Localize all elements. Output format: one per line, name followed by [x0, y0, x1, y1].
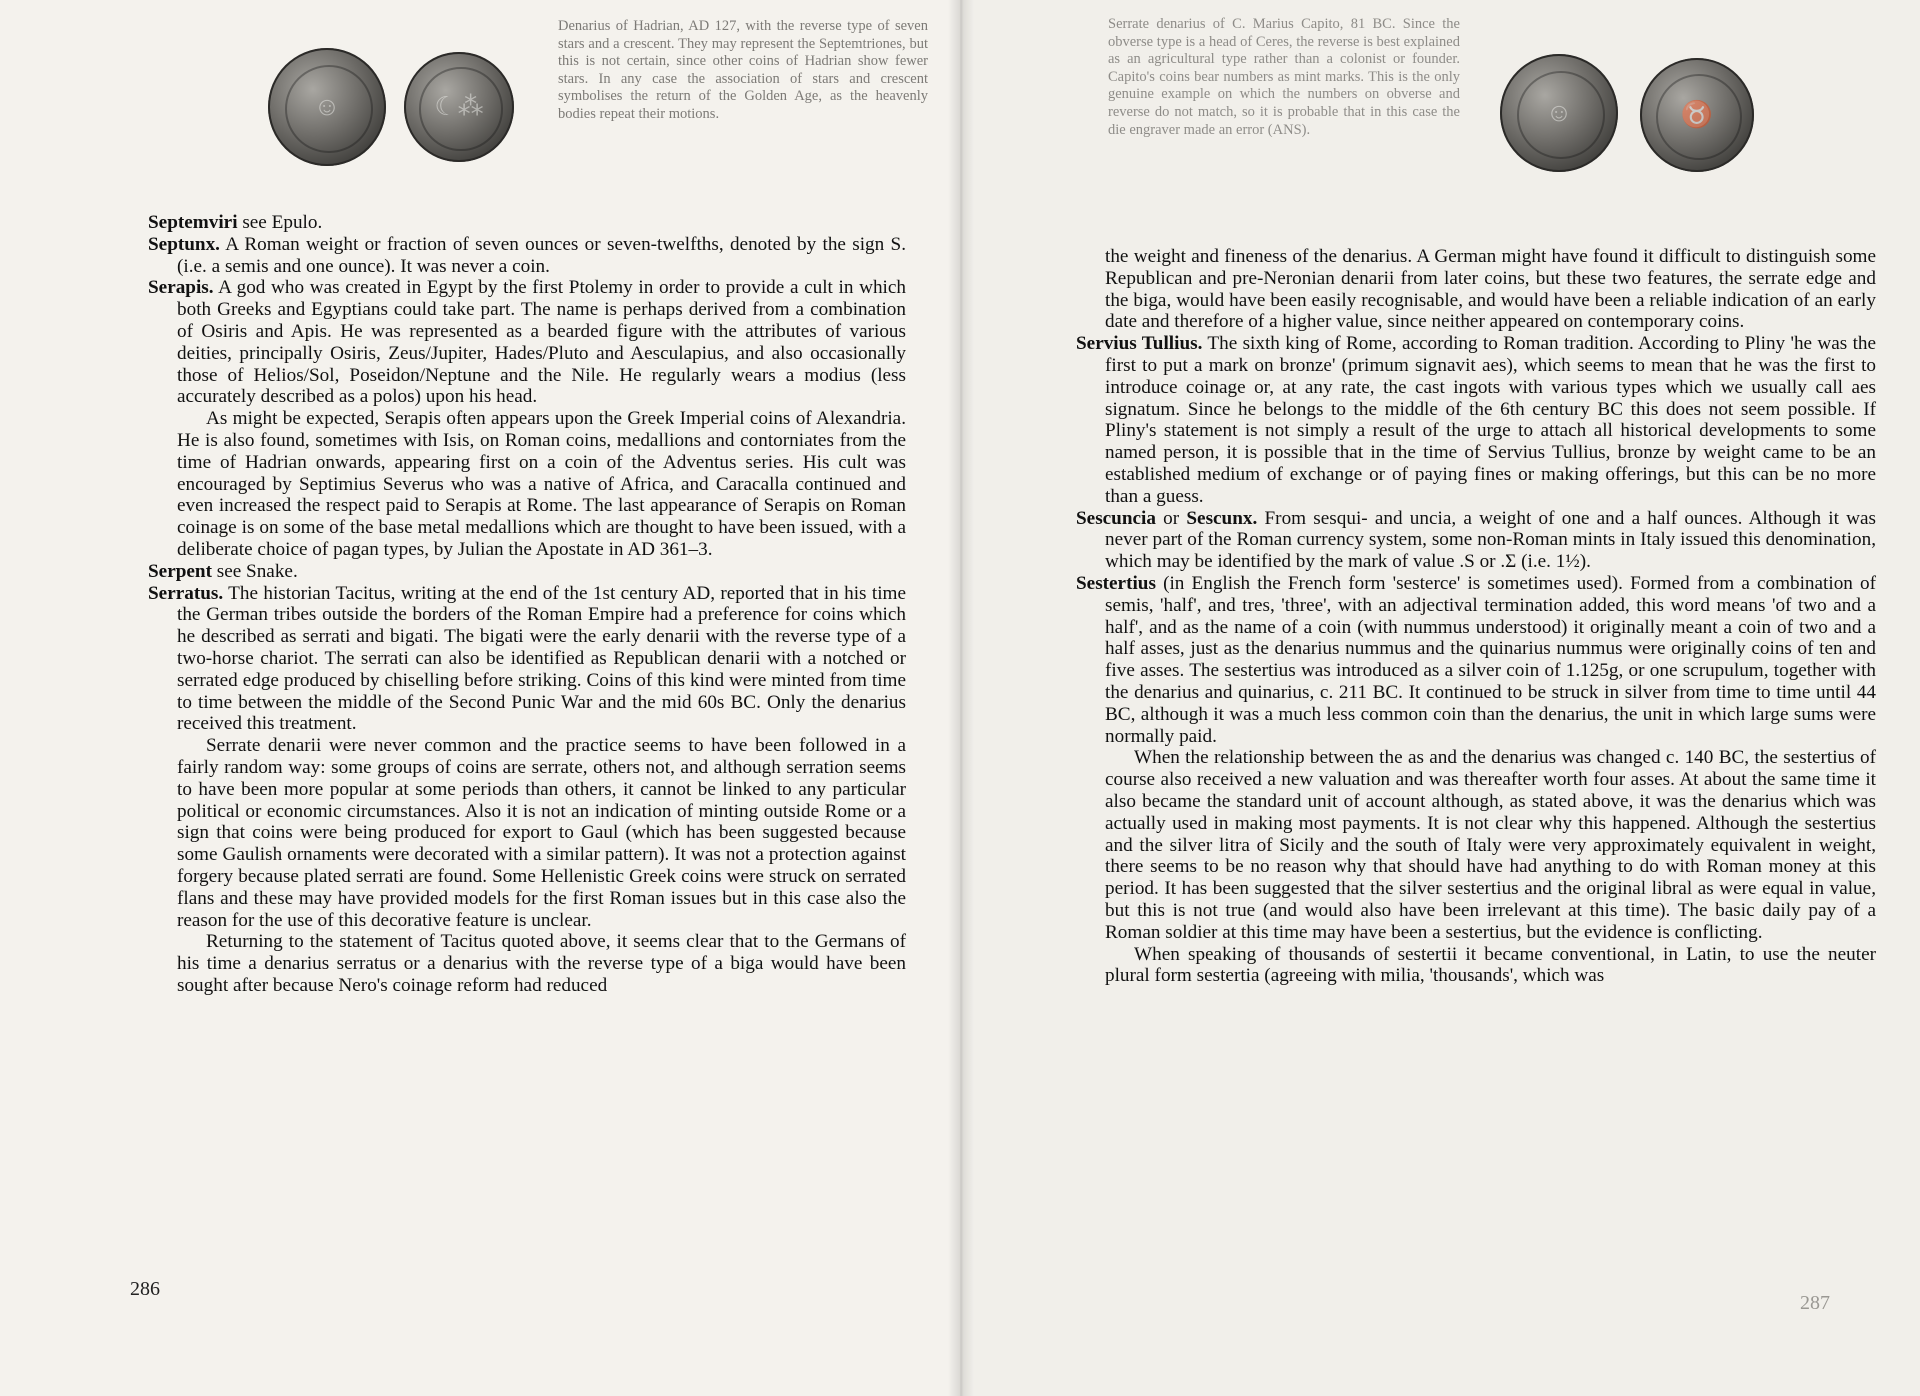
capito-obverse-coin-image — [1500, 54, 1618, 172]
entry-text: From sesqui- and uncia, a weight of one and a half ounces. Although it was never part of the Roman currency system, some non-Roman mints in Italy issued this denomination, which may be identified by the mark of value .S or .Σ (i.e. 1½). — [1105, 507, 1876, 573]
entry-serapis — [148, 277, 906, 408]
headword: Septemviri — [148, 212, 238, 233]
right-entries — [1076, 246, 1876, 987]
headword: Sescunx. — [1186, 507, 1258, 529]
entry-servius-tullius — [1076, 333, 1876, 507]
laureate-head-icon: ☺ — [313, 92, 341, 121]
headword: Sestertius — [1076, 572, 1156, 594]
headword: Serapis. — [148, 277, 214, 299]
entry-septemviri — [148, 212, 906, 234]
right-page-number: 287 — [1800, 1292, 1830, 1314]
ploughing-oxen-icon: ♉ — [1680, 100, 1714, 129]
headword: Serpent — [148, 560, 212, 582]
entry-text: The historian Tacitus, writing at the end of the 1st century AD, reported that in his time the German tribes outside the borders of the Roman Empire had a preference for coins which he described as serrati and bigati. The bigati were the early denarii with the reverse type of a two-horse chariot. The serrati can also be identified as Republican denarii with a notched or serrated edge produced by chiselling before striking. Coins of this kind were minted from time to time between the middle of the Second Punic War and the mid 60s BC. Only the denarius received this treatment. — [177, 582, 906, 735]
serapis-paragraph-2: As might be expected, Serapis often appears upon the Greek Imperial coins of Alexandria. He is also found, sometimes with Isis, on Roman coins, medallions and contorniates from the time of Hadrian onwards, appearing first on a coin of the Adventus series. His cult was encouraged by Septimius Severus who was a native of Africa, and Caracalla continued and even increased the respect paid to Serapis at Rome. The last appearance of Serapis on Roman coinage is on some of the base metal medallions which are thought to have been issued, with a deliberate choice of pagan types, by Julian the Apostate in AD 361–3. — [177, 408, 906, 560]
entry-sescuncia — [1076, 508, 1876, 573]
left-coin-caption: Denarius of Hadrian, AD 127, with the reverse type of seven stars and a crescent. They may represent the Septemtriones, but this is not certain, since other coins of Hadrian show fewer stars. In any case the association of stars and crescent symbolises the return of the Golden Age, as the heavenly bodies repeat their motions. — [558, 18, 928, 122]
serratus-paragraph-3: Returning to the statement of Tacitus quoted above, it seems clear that to the Germans of his time a denarius serratus or a denarius with the reverse type of a biga would have been sought after because Nero's coinage reform had reduced — [177, 931, 906, 996]
entry-text: see Snake. — [211, 560, 298, 582]
sestertius-paragraph-3: When speaking of thousands of sestertii it became conventional, in Latin, to use the neuter plural form sestertia (agreeing with milia, 'thousands', which was — [1105, 943, 1876, 987]
entry-serratus — [148, 583, 906, 736]
entry-text: A Roman weight or fraction of seven ounces or seven-twelfths, denoted by the sign S. (i.e. a semis and one ounce). It was never a coin. — [177, 233, 906, 277]
headword: Serratus. — [148, 582, 224, 604]
headword: Servius Tullius. — [1076, 333, 1203, 355]
capito-reverse-coin-image — [1640, 58, 1754, 172]
book-gutter — [948, 0, 974, 1396]
headword: Septunx. — [148, 233, 220, 255]
entry-text: or — [1155, 507, 1187, 529]
ceres-head-icon: ☺ — [1545, 98, 1573, 127]
entry-sestertius — [1076, 573, 1876, 747]
entry-septunx — [148, 234, 906, 278]
entry-text: A god who was created in Egypt by the first Ptolemy in order to provide a cult in which both Greeks and Egyptians could take part. The name is perhaps derived from a combination of Osiris and Apis. He was represented as a bearded figure with the attributes of various deities, principally Osiris, Zeus/Jupiter, Hades/Pluto and Aesculapius, and also occasionally those of Helios/Sol, Poseidon/Neptune and the Nile. He regularly wears a modius (less accurately described as a polos) upon his head. — [177, 277, 906, 408]
headword: Sescuncia — [1076, 507, 1156, 529]
left-page-number: 286 — [130, 1278, 160, 1300]
hadrian-reverse-coin-image — [404, 52, 514, 162]
hadrian-obverse-coin-image — [268, 48, 386, 166]
serratus-paragraph-2: Serrate denarii were never common and the practice seems to have been followed in a fairly random way: some groups of coins are serrate, others not, and although serration seems to have been more popular at some periods than others, it cannot be linked to any particular political or economic circumstances. Also it is not an indication of minting outside Rome or a sign that coins were being produced for export to Gaul (which has been suggested because some Gaulish ornaments were decorated with a similar pattern). It was not a protection against forgery because plated serrati are found. Some Hellenistic Greek coins were struck on serrated flans and these may have provided models for the first Roman issues but in this case also the reason for the use of this decorative feature is unclear. — [177, 735, 906, 931]
entry-text: (in English the French form 'sesterce' is sometimes used). Formed from a combination of semis, 'half', and tres, 'three', with an adjectival termination added, this word means 'of two and a half', and as the name of a coin (with nummus understood) it originally meant a coin of two and a half asses, just as the denarius nummus and the quinarius nummus were originally coins of ten and five asses. The sestertius was introduced as a silver coin of 1.125g, or one scrupulum, together with the denarius and quinarius, c. 211 BC. It continued to be struck in silver from time to time until 44 BC, although it was a much less common coin than the denarius, the unit in which large sums were normally paid. — [1105, 572, 1876, 747]
entry-serpent — [148, 561, 906, 583]
right-page — [960, 0, 1920, 1396]
right-coin-caption: Serrate denarius of C. Marius Capito, 81 BC. Since the obverse type is a head of Ceres, the reverse is best explained as an agricultural type rather than a colonist or founder. Capito's coins bear numbers as mint marks. This is the only genuine example on which the numbers on obverse and reverse do not match, so it is probable that in this case the die engraver made an error (ANS). — [1108, 16, 1460, 138]
entry-text: The sixth king of Rome, according to Roman tradition. According to Pliny 'he was the first to put a mark on bronze' (primum signavit aes), which seems to mean that he was the first to introduce coinage or, at any rate, the cast ingots with various types which we usually call aes signatum. Since he belongs to the middle of the 6th century BC this does not seem possible. If Pliny's statement is not simply a result of the urge to attach all historical developments to some named person, it is possible that in the time of Servius Tullius, bronze by weight came to be an established medium of exchange or of paying fines or making offerings, but this can be no more than a guess. — [1105, 333, 1877, 507]
left-entries — [148, 212, 906, 997]
stars-crescent-icon: ☾⁂ — [434, 92, 484, 121]
entry-text: see Epulo. — [237, 212, 323, 233]
serratus-continuation: the weight and fineness of the denarius. A German might have found it difficult to distinguish some Republican and pre-Neronian denarii from later coins, but these two features, the serrate edge and the biga, would have been easily recognisable, and would have been a reliable indication of an early date and therefore of a higher value, since neither appeared on contemporary coins. — [1105, 246, 1876, 333]
sestertius-paragraph-2: When the relationship between the as and the denarius was changed c. 140 BC, the sestertius of course also received a new valuation and was thereafter worth four asses. At about the same time it also became the standard unit of account although, as stated above, it was the denarius which was actually used in making most payments. It is not clear why this happened. Although the sestertius and the silver litra of Sicily and the south of Italy were very approximately equivalent in weight, there seems to be no reason why that should have had anything to do with Roman money at this period. It has been suggested that the silver sestertius and the original libral as were equal in value, but this is not true (and would also have been irrelevant at this time). The basic daily pay of a Roman soldier at this time may have been a sestertius, but the evidence is conflicting. — [1105, 747, 1876, 943]
